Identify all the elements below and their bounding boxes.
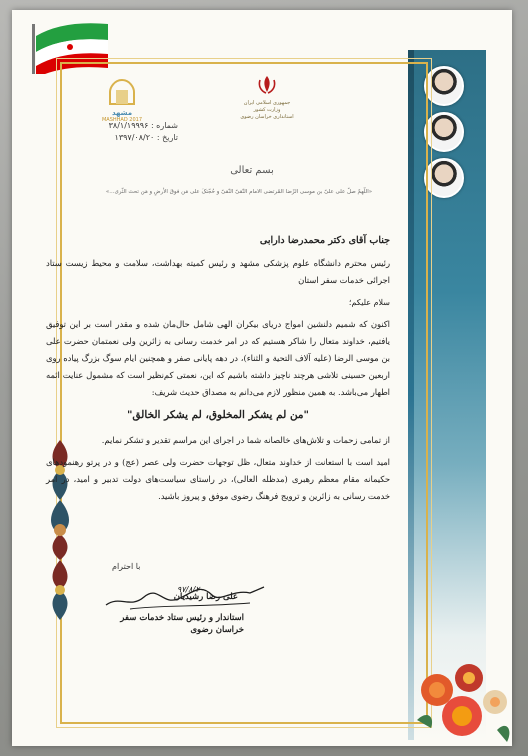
org-line-1: جمهوری اسلامی ایران xyxy=(243,100,291,106)
leader-portrait-icon xyxy=(424,66,464,106)
respect-closing: با احترام xyxy=(112,562,141,571)
letter-heading: بسم تعالی xyxy=(230,165,274,176)
date-value: ۱۳۹۷/۰۸/۲۰ xyxy=(114,133,155,142)
org-line-2: وزارت کشور xyxy=(253,107,281,113)
paragraph-2: از تمامی زحمات و تلاش‌های خالصانه شما در اجرای این مراسم تقدیر و تشکر نمایم. xyxy=(101,435,390,445)
letter-date-row xyxy=(78,132,178,144)
number-label: شماره : xyxy=(150,121,178,130)
org-line-3: استانداری خراسان رضوی xyxy=(240,114,294,120)
government-emblem xyxy=(222,74,312,121)
leader-portrait-icon xyxy=(424,112,464,152)
letter-number-row xyxy=(78,120,178,132)
date-label: تاریخ : xyxy=(156,133,178,142)
salawat-line: «اللّهمّ صلّ علی علیّ بن موسی الرّضا المُرتضی الامام التّقیّ النّقیّ و حُجّتکَ علی مَن فوقَ الأرضِ و مَن تحتَ الثّری...» xyxy=(105,189,373,195)
number-value: ۳۸/۱/۱۹۹۹۶ xyxy=(108,121,149,130)
letter-body xyxy=(46,232,390,510)
logo-caption: MASHHAD 2017 xyxy=(101,117,142,123)
logo-title: مشهد xyxy=(111,109,133,117)
iran-emblem-icon xyxy=(256,74,278,96)
paragraph-3: امید است با استعانت از خداوند متعال، ظل توجهات حضرت ولی عصر (عج) و در پرتو رهنمودهای حکیمانه مقام معظم رهبری (مدظله العالی)، در راستای سیاست‌های دولت تدبیر و امید، در امر خدمت رسانی به زائرین و ترویج فرهنگ رضوی موفق و پیروز باشید. xyxy=(46,457,390,501)
greeting: سلام علیکم؛ xyxy=(348,298,390,307)
mashhad-2017-logo-icon xyxy=(100,78,144,106)
signer-name: علی رضا رشیدیان xyxy=(173,592,238,602)
signature-date: ۹۷/۸/۲۰ xyxy=(177,585,204,594)
president-portrait-icon xyxy=(424,158,464,198)
addressee-title: رئیس محترم دانشگاه علوم پزشکی مشهد و رئیس کمیته بهداشت، سلامت و محیط زیست ستاد اجرائی خدمات سفر استان xyxy=(46,258,390,285)
mashhad-2017-logo xyxy=(72,78,172,124)
signer-title: استاندار و رئیس ستاد خدمات سفر خراسان رضوی xyxy=(120,613,244,635)
addressee: جناب آقای دکتر محمدرضا دارابی xyxy=(259,235,390,246)
flower-bouquet-icon xyxy=(407,650,512,746)
letter-meta xyxy=(78,120,178,144)
letter-paper xyxy=(12,10,512,746)
hadith-quote: "من لم يشكر المخلوق، لم يشكر الخالق" xyxy=(126,409,310,421)
arabesque-ornament-icon xyxy=(48,560,72,620)
paragraph-1: اکنون که شمیم دلنشین امواج دریای بیکران الهی شامل حال‌مان شده و مقدر است بر این توفیق یافتیم، خداوند متعال را شاکر هستیم که در امر خدمت رسانی به زائرین ولی نعمتمان حضرت علی بن موسی الرضا (علیه آلاف التحیة و الثناء)، در دهه پایانی صفر و همچنین ایام سوگ بزرگ پیاده روی اربعین حسینی تلاشی هرچند ناچیز داشته باشیم که این، نعمتی کم‌نظیر است که مشمول عنایت ائمه اطهار می‌باشد. به همین منظور لازم می‌دانم به مصداق حدیث شریف: xyxy=(46,319,390,397)
